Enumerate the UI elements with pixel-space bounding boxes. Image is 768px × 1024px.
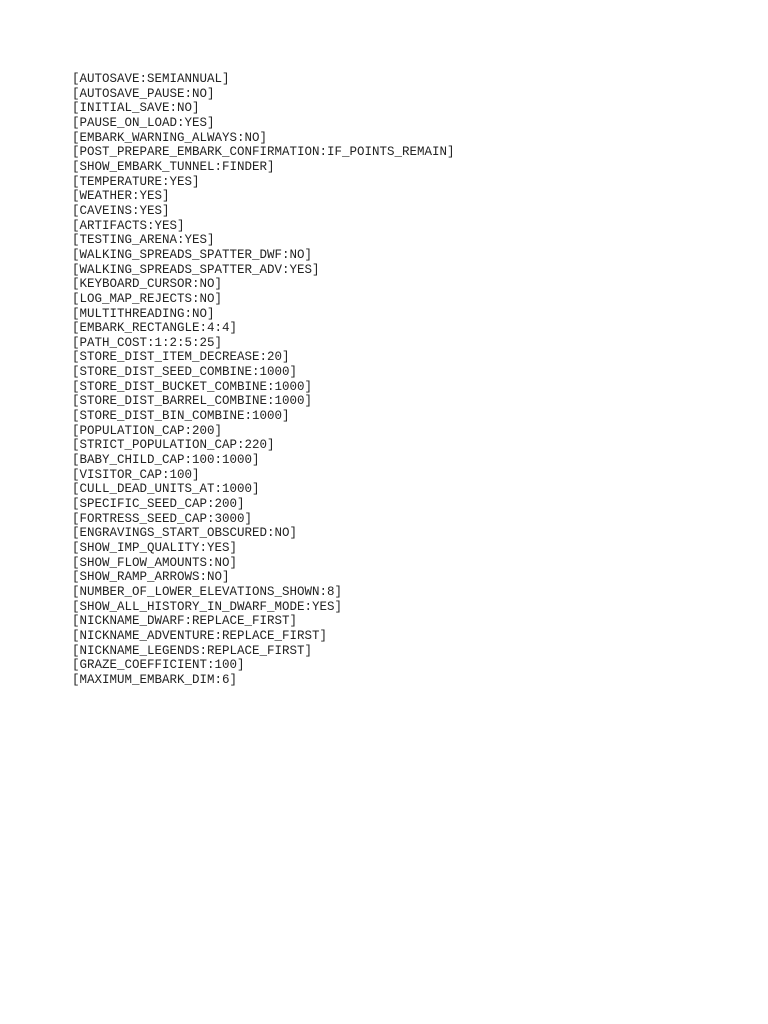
config-line: [BABY_CHILD_CAP:100:1000] [72,453,260,468]
config-line: [WEATHER:YES] [72,189,170,204]
config-line: [NICKNAME_DWARF:REPLACE_FIRST] [72,614,298,629]
config-line: [ENGRAVINGS_START_OBSCURED:NO] [72,526,298,541]
config-line: [AUTOSAVE:SEMIANNUAL] [72,72,230,86]
config-line: [SHOW_ALL_HISTORY_IN_DWARF_MODE:YES] [72,599,343,614]
config-line: [PATH_COST:1:2:5:25] [72,335,223,350]
config-line: [FORTRESS_SEED_CAP:3000] [72,511,253,526]
config-line: [WALKING_SPREADS_SPATTER_DWF:NO] [72,247,313,262]
config-line: [INITIAL_SAVE:NO] [72,101,200,116]
config-line: [WALKING_SPREADS_SPATTER_ADV:YES] [72,262,320,277]
config-line: [PAUSE_ON_LOAD:YES] [72,115,215,130]
config-line: [NICKNAME_LEGENDS:REPLACE_FIRST] [72,643,313,658]
config-line: [NUMBER_OF_LOWER_ELEVATIONS_SHOWN:8] [72,584,343,599]
config-line: [POST_PREPARE_EMBARK_CONFIRMATION:IF_POINTS_REMAIN] [72,145,455,160]
config-line: [GRAZE_COEFFICIENT:100] [72,658,245,673]
config-line: [EMBARK_WARNING_ALWAYS:NO] [72,130,268,145]
config-line: [STORE_DIST_BUCKET_COMBINE:1000] [72,379,313,394]
config-line: [TESTING_ARENA:YES] [72,233,215,248]
config-line: [STORE_DIST_ITEM_DECREASE:20] [72,350,290,365]
config-line: [SHOW_EMBARK_TUNNEL:FINDER] [72,159,275,174]
document-page [72,72,692,688]
config-line: [STORE_DIST_BARREL_COMBINE:1000] [72,394,313,409]
config-line: [STORE_DIST_SEED_COMBINE:1000] [72,365,298,380]
config-line: [POPULATION_CAP:200] [72,423,223,438]
config-lines [72,72,692,688]
config-line: [SHOW_RAMP_ARROWS:NO] [72,570,230,585]
config-line: [AUTOSAVE_PAUSE:NO] [72,86,215,101]
config-line: [SHOW_FLOW_AMOUNTS:NO] [72,555,238,570]
config-line: [SHOW_IMP_QUALITY:YES] [72,541,238,555]
config-line: [STORE_DIST_BIN_COMBINE:1000] [72,409,290,424]
config-line: [ARTIFACTS:YES] [72,218,185,233]
config-line: [CULL_DEAD_UNITS_AT:1000] [72,482,260,497]
config-line: [CAVEINS:YES] [72,203,170,218]
config-line: [STRICT_POPULATION_CAP:220] [72,438,275,453]
config-line: [TEMPERATURE:YES] [72,174,200,189]
config-line: [MAXIMUM_EMBARK_DIM:6] [72,672,238,687]
config-line: [SPECIFIC_SEED_CAP:200] [72,497,245,512]
config-line: [KEYBOARD_CURSOR:NO] [72,277,223,292]
config-line: [EMBARK_RECTANGLE:4:4] [72,321,238,336]
config-line: [MULTITHREADING:NO] [72,306,215,321]
config-line: [VISITOR_CAP:100] [72,467,200,482]
config-line: [NICKNAME_ADVENTURE:REPLACE_FIRST] [72,628,328,643]
config-line: [LOG_MAP_REJECTS:NO] [72,291,223,306]
